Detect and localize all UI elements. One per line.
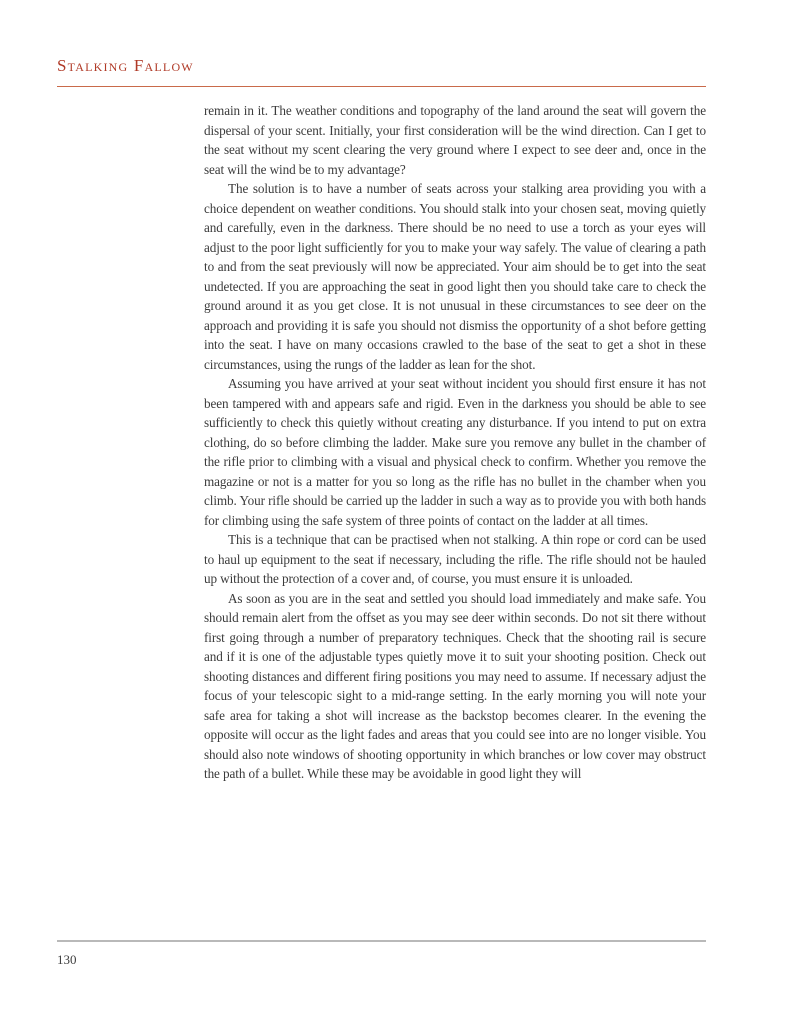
body-paragraph: Assuming you have arrived at your seat without incident you should first ensure it has not been tampered with and appears safe and rigid. Even in the darkness you should be able to see sufficiently to check this quietly without creating any disturbance. If you intend to put on extra clothing, do so before climbing the ladder. Make sure you remove any bullet in the chamber of the rifle prior to climbing with a visual and physical check to confirm. Whether you remove the magazine or not is a matter for you so long as the rifle has no bullet in the chamber when you climb. Your rifle should be carried up the ladder in such a way as to provide you with both hands for climbing using the safe system of three points of contact on the ladder at all times. [204, 376, 706, 528]
body-paragraph: This is a technique that can be practised when not stalking. A thin rope or cord can be used to haul up equipment to the seat if necessary, including the rifle. The rifle should not be hauled up without the protection of a cover and, of course, you must ensure it is unloaded. [204, 532, 706, 586]
footer-rule [57, 940, 706, 942]
body-paragraph: As soon as you are in the seat and settled you should load immediately and make safe. You should remain alert from the offset as you may see deer within seconds. Do not sit there without first going through a number of preparatory techniques. Check that the shooting rail is secure and if it is one of the adjustable types quietly move it to suit your shooting position. Check out shooting distances and different firing positions you may need to assume. If necessary adjust the focus of your telescopic sight to a mid-range setting. In the early morning you will note your safe area for taking a shot will increase as the backstop becomes clearer. In the evening the opposite will occur as the light fades and areas that you could see into are no longer visible. You should also note windows of shooting opportunity in which branches or low cover may obstruct the path of a bullet. While these may be avoidable in good light they will [204, 590, 706, 781]
running-header-title: Stalking Fallow [57, 56, 194, 75]
body-paragraph: remain in it. The weather conditions and topography of the land around the seat will govern the dispersal of your scent. Initially, your first consideration will be the wind direction. Can I get to the seat without my scent clearing the very ground where I expect to see deer and, once in the seat will the wind be to my advantage? [204, 103, 706, 177]
header-rule [57, 86, 706, 87]
page-number: 130 [57, 952, 77, 967]
body-text-block [204, 101, 706, 784]
running-header [57, 56, 706, 76]
body-paragraph: The solution is to have a number of seats across your stalking area providing you with a choice dependent on weather conditions. You should stalk into your chosen seat, moving quietly and carefully, even in the darkness. There should be no need to use a torch as your eyes will adjust to the poor light sufficiently for you to make your way safely. The value of clearing a path to and from the seat previously will now be appreciated. Your aim should be to get into the seat undetected. If you are approaching the seat in good light then you should take care to check the ground around it as you get close. It is not unusual in these circumstances to see deer on the approach and providing it is safe you should not dismiss the opportunity of a shot before getting into the seat. I have on many occasions crawled to the base of the seat to get a shot in these circumstances, using the rungs of the ladder as lean for the shot. [204, 181, 706, 372]
